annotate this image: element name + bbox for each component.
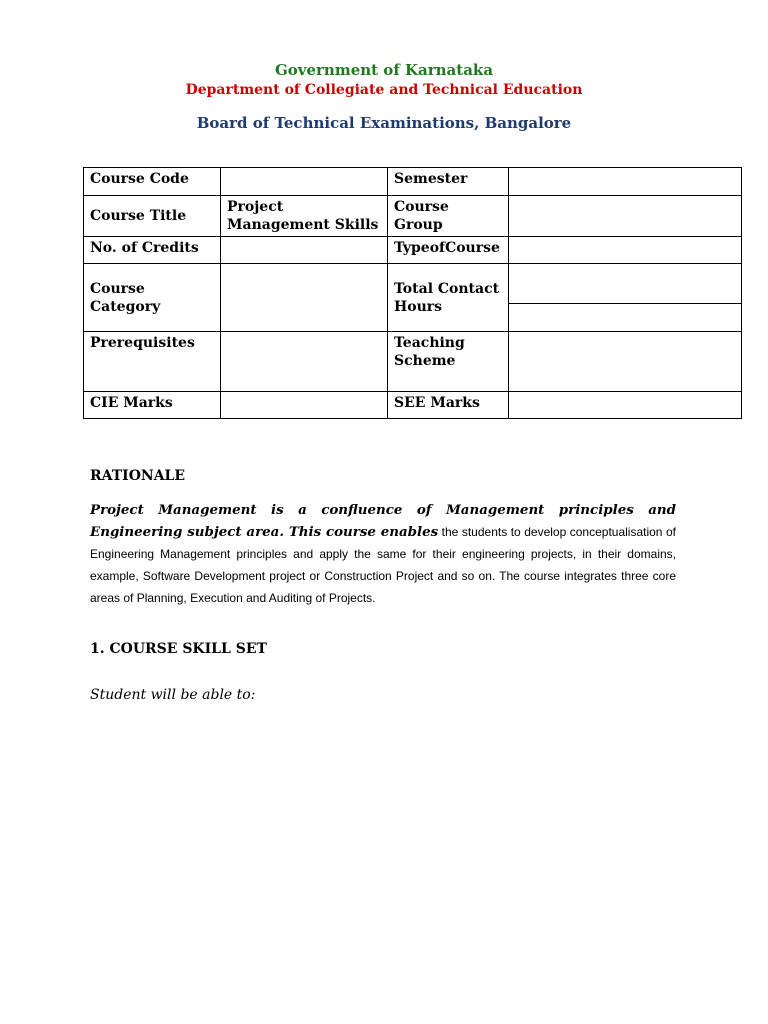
credits-value <box>221 237 388 264</box>
prerequisites-value <box>221 332 388 392</box>
rationale-heading: RATIONALE <box>90 468 186 484</box>
teaching-scheme-value <box>509 332 742 392</box>
course-group-value <box>509 196 742 237</box>
type-of-course-label: TypeofCourse <box>388 237 509 264</box>
table-row <box>84 196 742 237</box>
board-title: Board of Technical Examinations, Bangalore <box>196 114 572 132</box>
course-title-value: Project Management Skills <box>221 196 388 237</box>
table-row <box>84 332 742 392</box>
prerequisites-label: Prerequisites <box>84 332 221 392</box>
total-contact-hours-value <box>509 304 742 332</box>
rationale-lead: Project Management is a confluence of Management principles and Engineering subject area. This course enables <box>90 502 676 540</box>
semester-value <box>509 168 742 196</box>
course-code-value <box>221 168 388 196</box>
table-row <box>84 168 742 196</box>
table-row <box>84 237 742 264</box>
credits-label: No. of Credits <box>84 237 221 264</box>
semester-label: Semester <box>388 168 509 196</box>
course-category-value <box>221 264 388 332</box>
government-title: Government of Karnataka <box>274 61 494 79</box>
skill-set-intro: Student will be able to: <box>90 687 256 703</box>
see-marks-value <box>509 392 742 419</box>
course-skill-set-heading: 1. COURSE SKILL SET <box>90 641 267 657</box>
teaching-scheme-label: Teaching Scheme <box>388 332 509 392</box>
course-title-label: Course Title <box>84 196 221 237</box>
rationale-body: the students to develop conceptualisation of Engineering Management principles and apply the same for their engineering projects, in their domains, example, Software Development project or Construction Project and so on. The course integrates three core areas of Planning, Execution and Auditing of Projects. <box>90 525 676 605</box>
type-of-course-value <box>509 237 742 264</box>
course-info-table <box>83 167 742 419</box>
cie-marks-label: CIE Marks <box>84 392 221 419</box>
department-title: Department of Collegiate and Technical Education <box>185 82 583 98</box>
cie-marks-value <box>221 392 388 419</box>
table-row <box>84 264 742 304</box>
course-code-label: Course Code <box>84 168 221 196</box>
course-group-label: Course Group <box>388 196 509 237</box>
rationale-paragraph <box>90 499 676 609</box>
table-row <box>84 392 742 419</box>
course-category-label: Course Category <box>84 264 221 332</box>
total-contact-hours-value <box>509 264 742 304</box>
total-contact-hours-label: Total Contact Hours <box>388 264 509 332</box>
see-marks-label: SEE Marks <box>388 392 509 419</box>
